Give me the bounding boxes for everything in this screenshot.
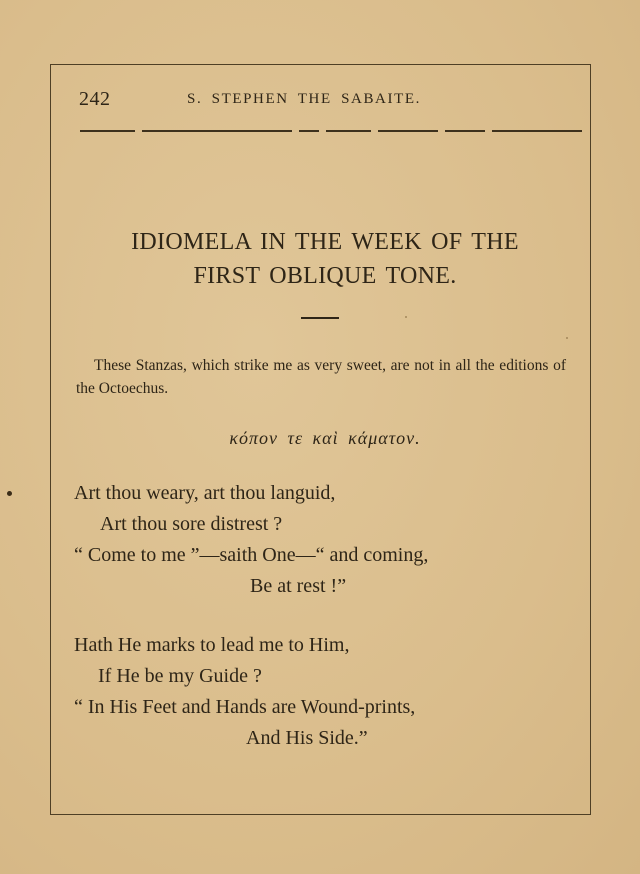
- section-heading: [60, 225, 590, 293]
- verse-line: Hath He marks to lead me to Him,: [74, 634, 350, 656]
- header-rule: [80, 130, 582, 132]
- greek-incipit: κόπον τε καὶ κάματον.: [229, 428, 421, 448]
- heading-line-2: FIRST OBLIQUE TONE.: [193, 263, 457, 289]
- verse-line: And His Side.”: [246, 727, 368, 749]
- paper-speck: [405, 316, 407, 318]
- margin-ink-dot: [7, 491, 12, 496]
- verse-line: Be at rest !”: [250, 575, 347, 597]
- verse-line: Art thou weary, art thou languid,: [74, 482, 336, 504]
- page-number: 242: [79, 88, 111, 110]
- verse-line: “ In His Feet and Hands are Wound-prints,: [74, 696, 416, 718]
- stanza-1: [74, 478, 574, 602]
- verse-line: Art thou sore distrest ?: [100, 513, 283, 535]
- running-title: S. STEPHEN THE SABAITE.: [187, 91, 421, 107]
- section-divider-rule: [301, 317, 339, 319]
- stanza-2: [74, 630, 574, 754]
- paper-speck: [566, 337, 568, 339]
- verse-line: “ Come to me ”—saith One—“ and coming,: [74, 544, 429, 566]
- verse-line: If He be my Guide ?: [98, 665, 262, 687]
- intro-paragraph: These Stanzas, which strike me as very sweet, are not in all the editions of the Octoechus.: [76, 357, 566, 397]
- running-head: [79, 88, 569, 112]
- heading-line-1: IDIOMELA IN THE WEEK OF THE: [131, 229, 519, 255]
